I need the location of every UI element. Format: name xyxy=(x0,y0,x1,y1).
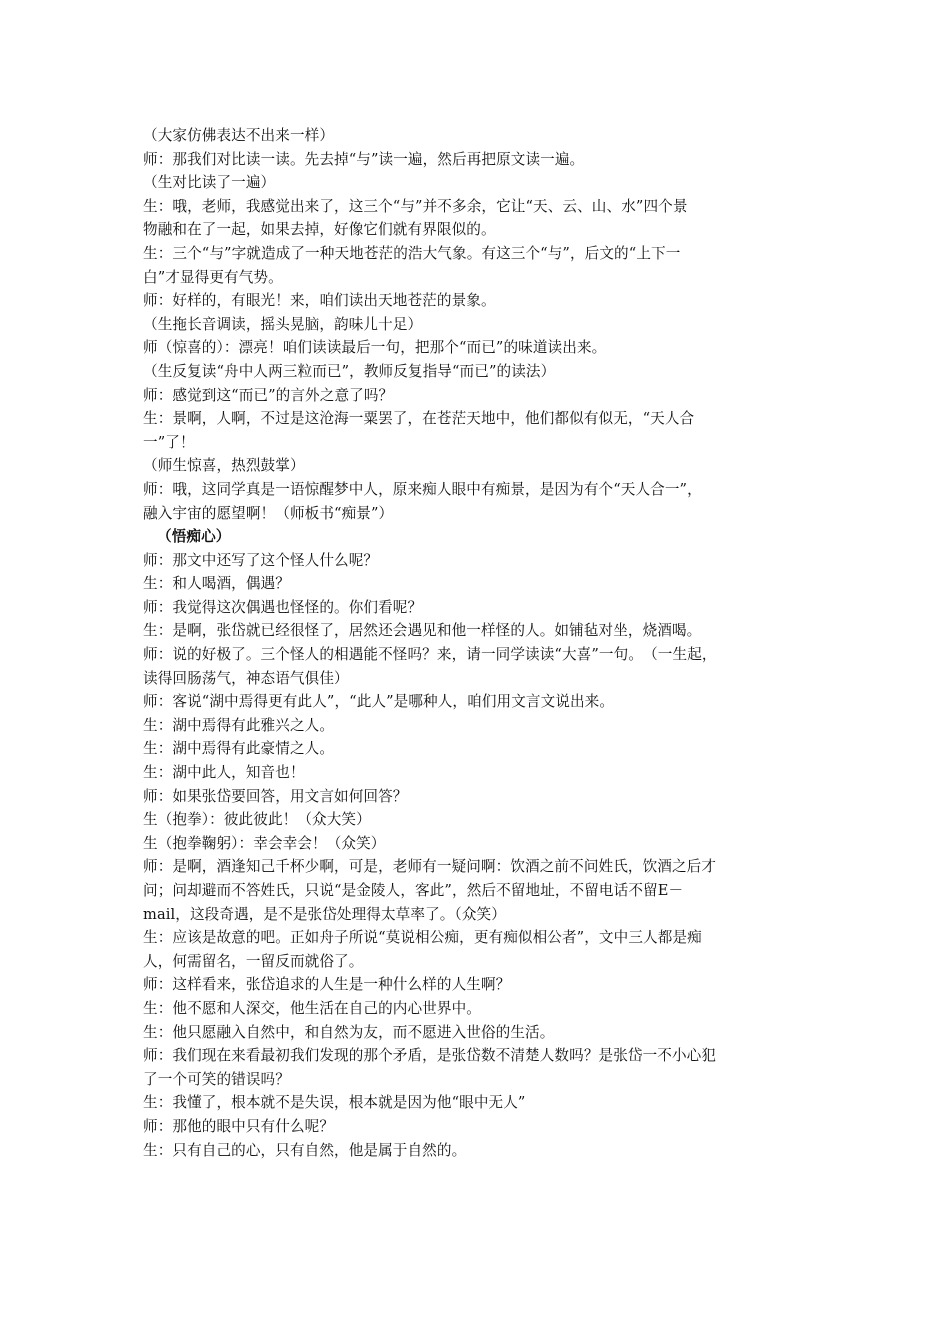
text-line: 融入宇宙的愿望啊！（师板书“痴景”） xyxy=(143,504,394,522)
text-line: 师：这样看来，张岱追求的人生是一种什么样的人生啊？ xyxy=(143,976,511,994)
text-line: 生：湖中焉得有此雅兴之人。 xyxy=(143,716,335,734)
text-line: mail，这段奇遇，是不是张岱处理得太草率了。（众笑） xyxy=(143,905,506,923)
text-line: 人，何需留名，一留反而就俗了。 xyxy=(143,952,364,970)
text-line: 师：那他的眼中只有什么呢？ xyxy=(143,1117,335,1135)
text-line: 生（抱拳鞠躬）：幸会幸会！（众笑） xyxy=(143,834,386,852)
text-line: （大家仿佛表达不出来一样） xyxy=(143,127,335,144)
text-line: 生：湖中此人，知音也！ xyxy=(143,764,305,782)
document-page xyxy=(143,124,823,1162)
text-line: 物融和在了一起，如果去掉，好像它们就有界限似的。 xyxy=(143,221,496,239)
text-line: 师：如果张岱要回答，用文言如何回答？ xyxy=(143,787,408,805)
text-line: 师：那文中还写了这个怪人什么呢？ xyxy=(143,551,379,569)
text-line: 师：我们现在来看最初我们发现的那个矛盾，是张岱数不清楚人数吗？是张岱一不小心犯 xyxy=(143,1047,717,1065)
text-line: 师：我觉得这次偶遇也怪怪的。你们看呢？ xyxy=(143,598,423,616)
text-line: 师：感觉到这“而已”的言外之意了吗？ xyxy=(143,386,394,404)
text-line: 生：他只愿融入自然中，和自然为友，而不愿进入世俗的生活。 xyxy=(143,1023,555,1041)
text-line: 了一个可笑的错误吗？ xyxy=(143,1070,290,1088)
text-line: 生：他不愿和人深交，他生活在自己的内心世界中。 xyxy=(143,999,481,1017)
text-line: 生：三个“与”字就造成了一种天地苍茫的浩大气象。有这三个“与”，后文的“上下一 xyxy=(143,244,681,262)
text-line: 师：那我们对比读一读。先去掉“与”读一遍，然后再把原文读一遍。 xyxy=(143,150,585,168)
text-line: 师：好样的，有眼光！来，咱们读出天地苍茫的景象。 xyxy=(143,292,496,310)
text-line: 生（抱拳）：彼此彼此！（众大笑） xyxy=(143,811,371,829)
text-line: 师（惊喜的）：漂亮！咱们读读最后一句，把那个“而已”的味道读出来。 xyxy=(143,339,607,357)
text-line: （师生惊喜，热烈鼓掌） xyxy=(143,457,305,475)
text-line: 生：景啊，人啊，不过是这沧海一粟罢了，在苍茫天地中，他们都似有似无，“天人合 xyxy=(143,410,695,428)
text-line: 生：哦，老师，我感觉出来了，这三个“与”并不多余，它让“天、云、山、水”四个景 xyxy=(143,197,688,215)
text-line: 师：是啊，酒逢知己千杯少啊，可是，老师有一疑问啊：饮酒之前不问姓氏，饮酒之后才 xyxy=(143,858,717,876)
section-heading: （悟痴心） xyxy=(157,528,231,546)
text-line: 生：和人喝酒，偶遇？ xyxy=(143,575,290,593)
text-line: （生对比读了一遍） xyxy=(143,174,276,192)
text-line: 师：说的好极了。三个怪人的相遇能不怪吗？来，请一同学读读“大喜”一句。 （一生起， xyxy=(143,646,717,664)
text-line: （生拖长音调读，摇头晃脑，韵味儿十足） xyxy=(143,315,423,333)
text-line: 生：是啊，张岱就已经很怪了，居然还会遇见和他一样怪的人。如铺毡对坐，烧酒喝。 xyxy=(143,622,702,640)
text-line: 问；问却避而不答姓氏，只说“是金陵人，客此”，然后不留地址，不留电话不留E－ xyxy=(143,882,684,899)
text-line: 生：我懂了，根本就不是失误，根本就是因为他“眼中无人” xyxy=(143,1094,526,1112)
text-line: 生：只有自己的心，只有自然，他是属于自然的。 xyxy=(143,1141,467,1159)
text-line: 白”才显得更有气势。 xyxy=(143,268,283,286)
text-line: 生：应该是故意的吧。正如舟子所说“莫说相公痴，更有痴似相公者”，文中三人都是痴 xyxy=(143,929,702,947)
text-line: 师：客说“湖中焉得更有此人”，“此人”是哪种人，咱们用文言文说出来。 xyxy=(143,693,615,711)
text-line: 读得回肠荡气，神态语气俱佳） xyxy=(143,669,349,687)
text-line: 师：哦，这同学真是一语惊醒梦中人，原来痴人眼中有痴景，是因为有个“天人合一”， xyxy=(143,480,702,498)
text-line: （生反复读“舟中人两三粒而已”，教师反复指导“而已”的读法） xyxy=(143,362,556,380)
text-line: 生：湖中焉得有此豪情之人。 xyxy=(143,740,335,758)
text-line: 一”了！ xyxy=(143,433,195,451)
